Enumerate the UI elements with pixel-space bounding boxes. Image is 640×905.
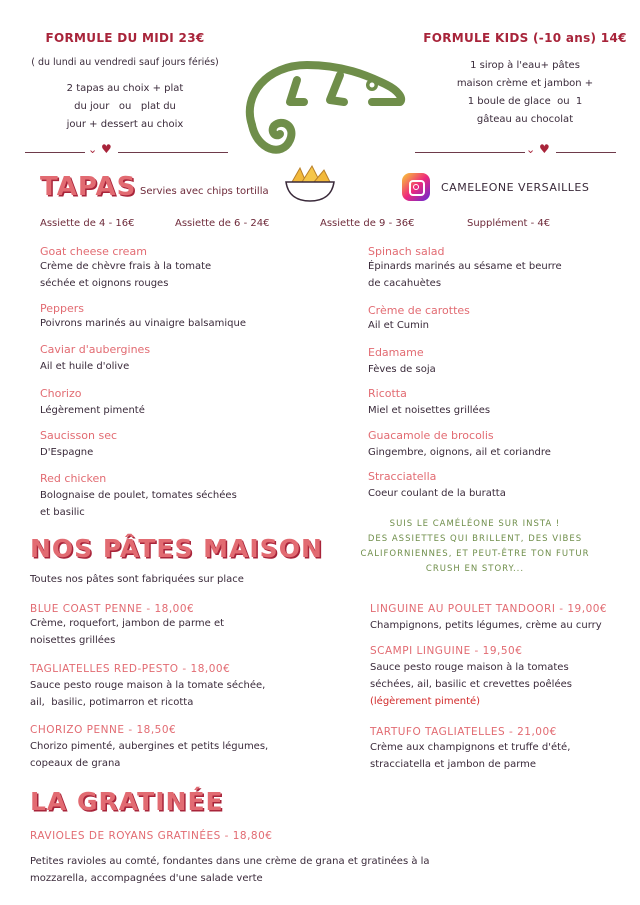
list-item (368, 429, 551, 461)
gratinee-desc-line: Petites ravioles au comté, fondantes dans une crème de grana et gratinées à la (30, 856, 430, 867)
item-title: CHORIZO PENNE - 18,50€ (30, 724, 177, 736)
tapas-price: Assiette de 6 - 24€ (175, 218, 270, 229)
item-desc: séchées, ail, basilic et crevettes poêlées (370, 679, 572, 690)
item-title: Goat cheese cream (40, 245, 147, 258)
heart-icon: ♥ (539, 142, 550, 156)
gratinee-desc (30, 853, 630, 887)
item-title: SCAMPI LINGUINE - 19,50€ (370, 645, 523, 657)
list-item (40, 302, 246, 332)
chevron-down-icon: ⌄ (88, 143, 98, 156)
instagram-label[interactable]: CAMELEONE VERSAILLES (441, 181, 590, 194)
list-item (30, 724, 268, 772)
gratinee-desc-line: mozzarella, accompagnées d'une salade verte (30, 873, 263, 884)
divider-line (556, 152, 616, 153)
list-item (368, 304, 470, 334)
chips-bowl-icon (282, 164, 338, 204)
insta-note-line: DES ASSIETTES QUI BRILLENT, DES VIBES (367, 534, 583, 544)
item-title: Ricotta (368, 387, 407, 400)
item-desc: Épinards marinés au sésame et beurre (368, 261, 562, 272)
item-desc: Sauce pesto rouge maison à la tomates (370, 662, 569, 673)
item-desc: Crème, roquefort, jambon de parme et (30, 618, 225, 629)
item-title: Crème de carottes (368, 304, 470, 317)
list-item (370, 645, 572, 710)
item-desc: Poivrons marinés au vinaigre balsamique (40, 318, 246, 329)
list-item (370, 603, 607, 634)
item-desc: Légèrement pimenté (40, 405, 145, 416)
item-title: Guacamole de brocolis (368, 429, 494, 442)
item-desc: Coeur coulant de la buratta (368, 488, 506, 499)
pates-title: NOS PÂTES MAISON (30, 534, 323, 563)
item-desc: Ail et huile d'olive (40, 361, 130, 372)
item-title: Caviar d'aubergines (40, 343, 151, 356)
item-desc: copeaux de grana (30, 758, 121, 769)
list-item (40, 472, 237, 521)
item-desc: Bolognaise de poulet, tomates séchées (40, 490, 237, 501)
formule-midi-line: jour + dessert au choix (66, 119, 184, 130)
instagram-icon[interactable] (402, 173, 430, 201)
item-title: TARTUFO TAGLIATELLES - 21,00€ (370, 726, 557, 738)
insta-note-line: CRUSH EN STORY... (425, 564, 525, 574)
item-desc: et basilic (40, 507, 85, 518)
list-item (40, 429, 117, 461)
list-item (30, 663, 265, 711)
divider-line (25, 152, 85, 153)
tapas-price: Supplément - 4€ (467, 218, 551, 229)
list-item (40, 343, 150, 375)
insta-note-line: CALIFORNIENNES, ET PEUT-ÊTRE TON FUTUR (360, 549, 590, 559)
formule-midi-text (30, 80, 220, 134)
item-desc: Crème aux champignons et truffe d'été, (370, 742, 571, 753)
item-title: Spinach salad (368, 245, 445, 258)
item-desc: de cacahuètes (368, 278, 442, 289)
item-desc: Crème de chèvre frais à la tomate (40, 261, 212, 272)
gratinee-item-title: RAVIOLES DE ROYANS GRATINÉES - 18,80€ (30, 830, 273, 842)
item-title: LINGUINE AU POULET TANDOORI - 19,00€ (370, 603, 608, 615)
tapas-price: Assiette de 4 - 16€ (40, 218, 135, 229)
item-desc: D'Espagne (40, 447, 94, 458)
item-desc: Chorizo pimenté, aubergines et petits légumes, (30, 741, 269, 752)
item-title: BLUE COAST PENNE - 18,00€ (30, 603, 195, 615)
formule-kids-line: maison crème et jambon + (456, 78, 594, 89)
formule-kids-line: 1 boule de glace ou 1 (467, 96, 583, 107)
item-title: Chorizo (40, 387, 82, 400)
item-title: Red chicken (40, 472, 107, 485)
insta-note (325, 517, 625, 577)
chameleon-logo-icon (232, 40, 412, 165)
item-desc: ail, basilic, potimarron et ricotta (30, 697, 194, 708)
item-desc: séchée et oignons rouges (40, 278, 169, 289)
tapas-subtitle: Servies avec chips tortilla (140, 186, 269, 197)
tapas-title: TAPAS (40, 172, 137, 202)
item-desc: Gingembre, oignons, ail et coriandre (368, 447, 551, 458)
item-desc: Sauce pesto rouge maison à la tomate séchée, (30, 680, 266, 691)
item-title: Stracciatella (368, 470, 437, 483)
item-desc: Ail et Cumin (368, 320, 430, 331)
list-item (40, 245, 211, 292)
item-desc: Champignons, petits légumes, crème au curry (370, 620, 602, 631)
item-desc: stracciatella et jambon de parme (370, 759, 537, 770)
list-item (368, 346, 436, 378)
item-desc: Fèves de soja (368, 364, 436, 375)
list-item (368, 470, 506, 502)
insta-note-line: SUIS LE CAMÉLÉONE SUR INSTA ! (389, 519, 561, 529)
gratinee-title: LA GRATINÉE (30, 787, 224, 816)
item-title: Edamame (368, 346, 424, 359)
list-item (40, 387, 145, 419)
divider-line (118, 152, 228, 153)
formule-midi-title: FORMULE DU MIDI 23€ (45, 31, 205, 45)
list-item (370, 726, 570, 773)
divider-line (415, 152, 525, 153)
tapas-price: Assiette de 9 - 36€ (320, 218, 415, 229)
item-title: TAGLIATELLES RED-PESTO - 18,00€ (30, 663, 231, 675)
list-item (368, 387, 490, 419)
item-title: Peppers (40, 302, 84, 315)
formule-midi-line: du jour ou plat du (74, 101, 176, 112)
formule-midi-subtitle: ( du lundi au vendredi sauf jours fériés) (31, 57, 219, 68)
chevron-down-icon: ⌄ (526, 143, 536, 156)
item-desc: Miel et noisettes grillées (368, 405, 491, 416)
spicy-note: (légèrement pimenté) (370, 696, 481, 707)
formule-kids-title: FORMULE KIDS (-10 ans) 14€ (423, 31, 627, 45)
formule-kids-line: gâteau au chocolat (476, 114, 574, 125)
formule-kids-line: 1 sirop à l'eau+ pâtes (470, 60, 580, 71)
list-item (30, 603, 224, 649)
item-title: Saucisson sec (40, 429, 118, 442)
pates-subtitle: Toutes nos pâtes sont fabriquées sur place (30, 574, 244, 585)
heart-icon: ♥ (101, 142, 112, 156)
formule-midi-line: 2 tapas au choix + plat (66, 83, 184, 94)
list-item (368, 245, 562, 292)
item-desc: noisettes grillées (30, 635, 116, 646)
formule-kids-text (425, 57, 625, 129)
